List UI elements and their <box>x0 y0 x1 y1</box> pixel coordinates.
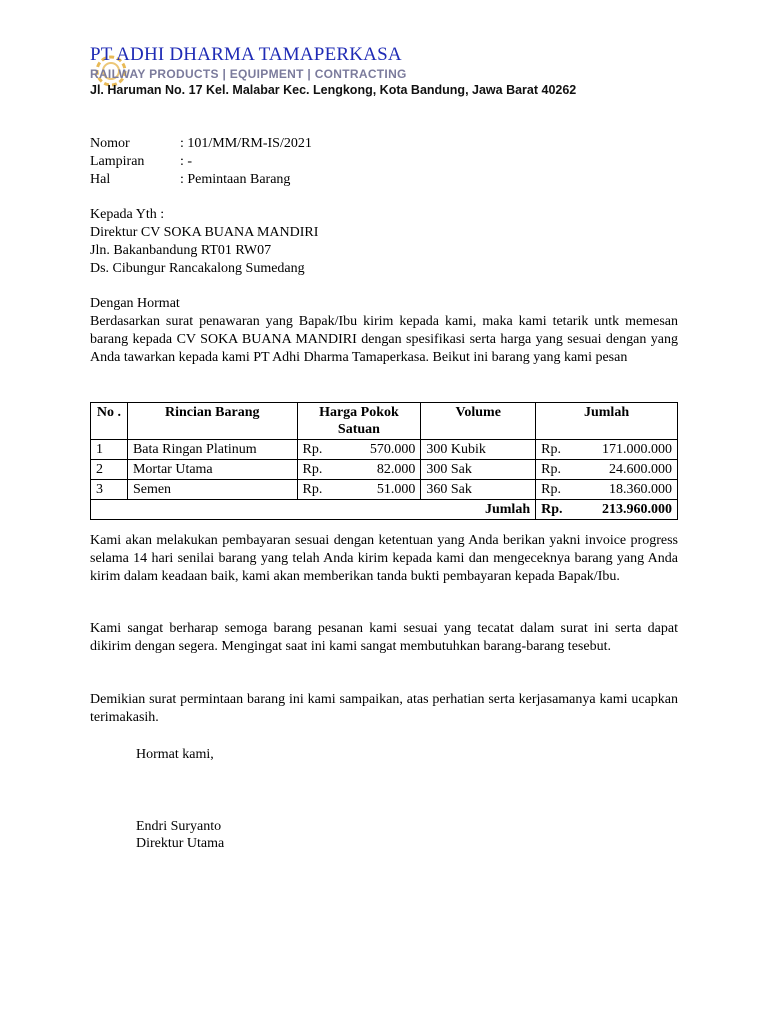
recipient-line: Kepada Yth : <box>90 207 165 222</box>
letter-meta <box>90 135 312 189</box>
price-value: 570.000 <box>369 442 416 457</box>
closing-paragraph: Demikian surat permintaan barang ini kami sampaikan, atas perhatian serta kerjasamanya kami ucapkan terimakasih. <box>90 692 678 725</box>
intro-paragraph: Berdasarkan surat penawaran yang Bapak/Ibu kirim kepada kami, maka kami tetarik untk memesan barang kepada CV SOKA BUANA MANDIRI dengan spesifikasi serta harga yang sesuai dengan yang Anda tawarkan kepada kami PT Adhi Dharma Tamaperkasa. Beikut ini barang yang kami pesan <box>90 314 678 365</box>
table-row <box>91 480 678 500</box>
recipient-line: Direktur CV SOKA BUANA MANDIRI <box>90 225 319 240</box>
meta-row-nomor <box>90 135 312 153</box>
company-tagline: RAILWAY PRODUCTS | EQUIPMENT | CONTRACTING <box>90 67 407 81</box>
header-no: No . <box>91 403 128 440</box>
nomor-label: Nomor <box>90 136 130 151</box>
cell-volume: 300 Sak <box>421 460 536 480</box>
cell-item: Bata Ringan Platinum <box>127 440 297 460</box>
cell-no: 1 <box>91 440 128 460</box>
nomor-value: : 101/MM/RM-IS/2021 <box>180 136 312 151</box>
total-currency: Rp. <box>541 482 561 497</box>
total-currency: Rp. <box>541 442 561 457</box>
cell-volume: 360 Sak <box>421 480 536 500</box>
sum-label: Jumlah <box>91 500 536 520</box>
company-name: PT ADHI DHARMA TAMAPERKASA <box>90 44 402 65</box>
header-volume: Volume <box>421 403 536 440</box>
recipient-line: Jln. Bakanbandung RT01 RW07 <box>90 243 272 258</box>
hal-label: Hal <box>90 172 111 187</box>
cell-price <box>297 480 421 500</box>
cell-no: 2 <box>91 460 128 480</box>
table-row <box>91 460 678 480</box>
meta-row-hal <box>90 171 312 189</box>
total-value: 171.000.000 <box>602 442 672 457</box>
recipient-block <box>90 206 678 278</box>
sum-cell <box>536 500 678 520</box>
greeting: Dengan Hormat <box>90 296 180 311</box>
table-header-row <box>91 403 678 440</box>
total-currency: Rp. <box>541 462 561 477</box>
hal-value: : Pemintaan Barang <box>180 172 291 187</box>
total-value: 18.360.000 <box>609 482 672 497</box>
lampiran-label: Lampiran <box>90 154 145 169</box>
header-item: Rincian Barang <box>127 403 297 440</box>
cell-total <box>536 480 678 500</box>
sum-value: 213.960.000 <box>602 502 672 517</box>
cell-total <box>536 460 678 480</box>
company-address: Jl. Haruman No. 17 Kel. Malabar Kec. Lengkong, Kota Bandung, Jawa Barat 40262 <box>90 83 577 97</box>
cell-item: Semen <box>127 480 297 500</box>
cell-price <box>297 440 421 460</box>
recipient-line: Ds. Cibungur Rancakalong Sumedang <box>90 261 305 276</box>
header-price: Harga Pokok Satuan <box>297 403 421 440</box>
cell-price <box>297 460 421 480</box>
signature-title: Direktur Utama <box>136 836 225 851</box>
price-value: 82.000 <box>376 462 416 477</box>
cell-volume: 300 Kubik <box>421 440 536 460</box>
signature-name: Endri Suryanto <box>136 819 222 834</box>
price-currency: Rp. <box>302 442 323 457</box>
cell-no: 3 <box>91 480 128 500</box>
signature-salutation: Hormat kami, <box>136 747 214 762</box>
meta-row-lampiran <box>90 153 312 171</box>
hope-paragraph: Kami sangat berharap semoga barang pesanan kami sesuai yang tecatat dalam surat ini serta dapat dikirim dengan segera. Mengingat saat ini kami sangat membutuhkan barang-barang tesebut. <box>90 621 678 654</box>
table-row <box>91 440 678 460</box>
price-value: 51.000 <box>376 482 416 497</box>
price-currency: Rp. <box>302 482 323 497</box>
cell-item: Mortar Utama <box>127 460 297 480</box>
lampiran-value: : - <box>180 154 193 169</box>
payment-paragraph: Kami akan melakukan pembayaran sesuai dengan ketentuan yang Anda berikan yakni invoice progress selama 14 hari senilai barang yang telah Anda kirim kepada kami dan mengeceknya barang yang Anda kirim dalam keadaan baik, kami akan memberikan tanda bukti pembayaran kepada Bapak/Ibu. <box>90 533 678 584</box>
items-table <box>90 402 678 520</box>
header-total: Jumlah <box>536 403 678 440</box>
sum-currency: Rp. <box>541 502 563 517</box>
table-sum-row <box>91 500 678 520</box>
total-value: 24.600.000 <box>609 462 672 477</box>
cell-total <box>536 440 678 460</box>
price-currency: Rp. <box>302 462 323 477</box>
